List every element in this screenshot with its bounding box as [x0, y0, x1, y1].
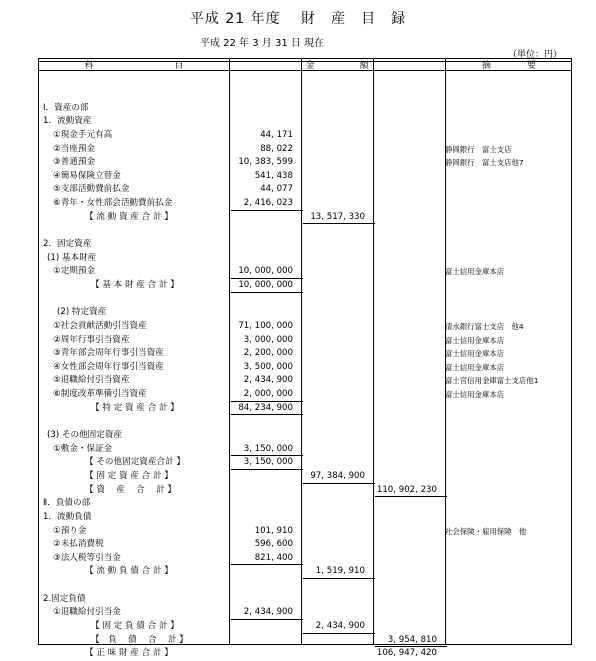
row-label: 2.固定負債 — [43, 593, 86, 604]
amount-c1: 2, 200, 000 — [243, 348, 293, 359]
table-row — [39, 484, 573, 498]
table-row — [39, 443, 573, 457]
amount-c1: 10, 383, 599 — [238, 157, 293, 168]
amount-c2: 13, 517, 330 — [310, 211, 365, 222]
row-label: 【 固 定 負 債 合 計 】 — [91, 620, 179, 631]
table-row — [39, 620, 573, 634]
table-row — [39, 320, 573, 334]
table-row — [39, 252, 573, 266]
amount-c1: 10, 000, 000 — [238, 266, 293, 277]
table-row — [39, 143, 573, 157]
document-title: 平成 21 年度 財 産 目 録 — [189, 11, 407, 27]
document-date: 平成 22 年 3 月 31 日 現在 — [200, 38, 325, 49]
row-label: ②未払消費税 — [53, 539, 104, 550]
row-remark: 富士宮信用金庫富士支店他1 — [445, 376, 539, 386]
amount-c1: 3, 150, 000 — [243, 457, 293, 468]
row-label: ①預り金 — [53, 525, 87, 536]
amount-c1: 2, 000, 000 — [243, 389, 293, 400]
table-row — [39, 279, 573, 293]
row-remark: 清水銀行富士支店 他4 — [445, 321, 524, 331]
table-row — [39, 415, 573, 429]
table-row — [39, 402, 573, 416]
row-label: 【 流 動 資 産 合 計 】 — [85, 211, 173, 222]
row-label: (3) その他固定資産 — [47, 430, 123, 441]
table-row — [39, 497, 573, 511]
table-row — [39, 456, 573, 470]
amount-c1: 3, 000, 000 — [243, 334, 293, 345]
amount-c1: 541, 438 — [254, 170, 293, 181]
amount-c1: 10, 000, 000 — [238, 279, 293, 290]
table-row — [39, 388, 573, 402]
table-row — [39, 129, 573, 143]
table-row — [39, 374, 573, 388]
table-row — [39, 593, 573, 607]
row-label: ④女性部会周年行事引当資産 — [53, 361, 164, 372]
row-label: ①定期預金 — [53, 266, 96, 277]
row-label: 【 正 味 財 産 合 計 】 — [85, 648, 173, 659]
row-label: (2) 特定資産 — [57, 307, 107, 318]
table-row — [39, 470, 573, 484]
table-row — [39, 552, 573, 566]
row-remark: 富士信用金庫本店 — [445, 267, 505, 277]
amount-c2: 97, 384, 900 — [310, 470, 365, 481]
table-row — [39, 265, 573, 279]
amount-c1: 44, 077 — [260, 184, 293, 195]
amount-c3: 110, 902, 230 — [376, 484, 437, 495]
row-label: ⑥制度改革準備引当資産 — [53, 389, 147, 400]
row-label: 【 資 産 合 計 】 — [85, 484, 177, 495]
row-label: ①社会貢献活動引当資産 — [53, 320, 147, 331]
row-label: ③青年部会周年行事引当資産 — [53, 348, 164, 359]
row-label: ③普通預金 — [53, 157, 96, 168]
table-row — [39, 211, 573, 225]
inventory-table — [38, 58, 572, 659]
table-row — [39, 565, 573, 579]
table-row — [39, 238, 573, 252]
table-row — [39, 606, 573, 620]
row-label: ④簡易保険立替金 — [53, 170, 121, 181]
amount-c1: 84, 234, 900 — [238, 402, 293, 413]
row-label: 1．流動負債 — [43, 511, 92, 522]
amount-c1: 821, 400 — [254, 552, 293, 563]
row-label: 【 基 本 財 産 合 計 】 — [91, 279, 179, 290]
table-row — [39, 88, 573, 102]
table-row — [39, 102, 573, 116]
row-label: ①退職給付引当金 — [53, 607, 121, 618]
row-label: 2．固定資産 — [43, 239, 92, 250]
row-label: ①敷金・保証金 — [53, 443, 113, 454]
amount-c1: 3, 500, 000 — [243, 361, 293, 372]
table-row — [39, 156, 573, 170]
row-label: ②周年行事引当資産 — [53, 334, 130, 345]
table-row — [39, 347, 573, 361]
amount-c1: 596, 600 — [254, 539, 293, 550]
table-row — [39, 115, 573, 129]
amount-c1: 3, 150, 000 — [243, 443, 293, 454]
table-row — [39, 429, 573, 443]
row-label: 1．流動資産 — [43, 116, 92, 127]
row-remark: 静岡銀行 富士支店 — [445, 144, 512, 154]
amount-c3: 106, 947, 420 — [376, 648, 437, 659]
amount-c1: 88, 022 — [260, 143, 293, 154]
table-row — [39, 197, 573, 211]
table-row — [39, 634, 573, 648]
row-label: ③法人税等引当金 — [53, 552, 121, 563]
table-row — [39, 306, 573, 320]
row-remark: 富士信用金庫本店 — [445, 335, 505, 345]
row-label: Ⅰ．資産の部 — [43, 102, 89, 113]
row-remark: 富士信用金庫本店 — [445, 349, 505, 359]
header-tekiyo: 摘 要 — [481, 61, 536, 71]
amount-c1: 71, 100, 000 — [238, 320, 293, 331]
row-label: ②当座預金 — [53, 143, 96, 154]
unit-label: （単位：円） — [507, 50, 562, 60]
amount-c1: 101, 910 — [254, 525, 293, 536]
table-row — [39, 224, 573, 238]
row-label: 【 固 定 資 産 合 計 】 — [85, 470, 173, 481]
row-label: ①現金手元有高 — [53, 129, 113, 140]
row-label: Ⅱ．負債の部 — [43, 498, 91, 509]
amount-c1: 2, 416, 023 — [243, 198, 293, 209]
row-label: ⑤退職給付引当資産 — [53, 375, 130, 386]
row-remark: 富士信用金庫本店 — [445, 362, 505, 372]
header-kamoku: 科 目 — [84, 61, 184, 71]
table-row — [39, 579, 573, 593]
amount-c1: 2, 434, 900 — [243, 607, 293, 618]
row-label: 【 特 定 資 産 合 計 】 — [91, 402, 179, 413]
table-row — [39, 183, 573, 197]
table-body — [39, 88, 573, 661]
row-label: 【 その他固定資産合計 】 — [85, 457, 185, 468]
amount-c2: 2, 434, 900 — [315, 620, 365, 631]
row-label: (1) 基本財産 — [47, 252, 97, 263]
row-label: ⑤支部活動費前払金 — [53, 184, 130, 195]
table-row — [39, 511, 573, 525]
amount-c3: 3, 954, 810 — [387, 634, 437, 645]
row-remark: 社会保険・雇用保険 他 — [445, 526, 527, 536]
row-label: 【 負 債 合 計 】 — [91, 634, 188, 645]
table-row — [39, 361, 573, 375]
amount-c1: 44, 171 — [260, 129, 293, 140]
row-remark: 静岡銀行 富士支店他7 — [445, 158, 524, 168]
amount-c1: 2, 434, 900 — [243, 375, 293, 386]
table-row — [39, 538, 573, 552]
amount-c2: 1, 519, 910 — [315, 566, 365, 577]
table-row — [39, 334, 573, 348]
table-row — [39, 525, 573, 539]
table-row — [39, 170, 573, 184]
header-kingaku: 金 額 — [305, 61, 369, 71]
row-label: 【 流 動 負 債 合 計 】 — [85, 566, 173, 577]
table-row — [39, 293, 573, 307]
row-remark: 富士信用金庫本店 — [445, 390, 505, 400]
row-label: ⑥青年・女性部会活動費前払金 — [53, 198, 173, 209]
